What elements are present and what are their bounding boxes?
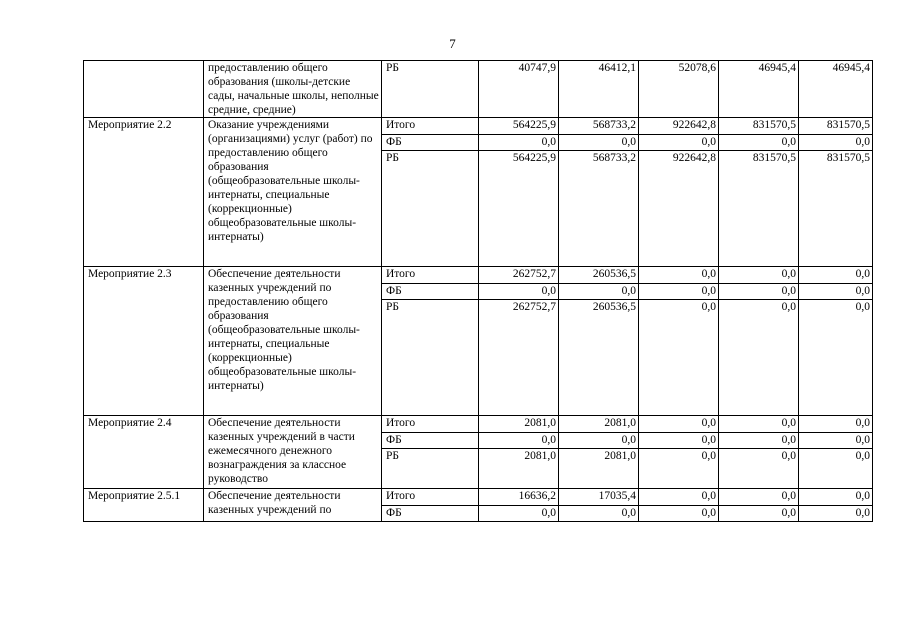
amount-cell: 0,0	[479, 284, 559, 300]
amount-cell: 922642,8	[639, 151, 719, 267]
amount-cell: 831570,5	[719, 151, 799, 267]
amount-cell: 2081,0	[479, 449, 559, 489]
table-row	[84, 267, 873, 284]
amount-cell: 0,0	[639, 489, 719, 506]
amount-cell: 0,0	[799, 449, 873, 489]
amount-cell: 260536,5	[559, 300, 639, 416]
funding-source: ФБ	[382, 135, 479, 151]
amount-cell: 922642,8	[639, 118, 719, 135]
amount-cell: 262752,7	[479, 300, 559, 416]
amount-cell: 0,0	[639, 506, 719, 522]
amount-cell: 0,0	[639, 449, 719, 489]
amount-cell: 40747,9	[479, 61, 559, 118]
amount-cell: 0,0	[639, 300, 719, 416]
funding-source: Итого	[382, 267, 479, 284]
measure-description: Обеспечение деятельности казенных учреждений в части ежемесячного денежного вознаграждения за классное руководство	[204, 416, 382, 489]
funding-source: РБ	[382, 300, 479, 416]
page-number: 7	[449, 36, 456, 51]
budget-table	[83, 60, 873, 522]
amount-cell: 46412,1	[559, 61, 639, 118]
table-row	[84, 61, 873, 118]
measure-label: Мероприятие 2.3	[84, 267, 204, 416]
amount-cell: 568733,2	[559, 118, 639, 135]
amount-cell: 0,0	[639, 416, 719, 433]
table-row	[84, 416, 873, 433]
amount-cell: 0,0	[799, 416, 873, 433]
amount-cell: 0,0	[559, 284, 639, 300]
amount-cell: 0,0	[639, 284, 719, 300]
amount-cell: 0,0	[639, 433, 719, 449]
amount-cell: 2081,0	[559, 449, 639, 489]
table-row	[84, 118, 873, 135]
amount-cell: 568733,2	[559, 151, 639, 267]
amount-cell: 0,0	[639, 135, 719, 151]
amount-cell: 0,0	[719, 433, 799, 449]
amount-cell: 46945,4	[799, 61, 873, 118]
amount-cell: 0,0	[799, 135, 873, 151]
amount-cell: 0,0	[559, 506, 639, 522]
measure-label: Мероприятие 2.5.1	[84, 489, 204, 522]
amount-cell: 0,0	[799, 489, 873, 506]
amount-cell: 831570,5	[799, 118, 873, 135]
amount-cell: 0,0	[639, 267, 719, 284]
amount-cell: 17035,4	[559, 489, 639, 506]
amount-cell: 262752,7	[479, 267, 559, 284]
amount-cell: 0,0	[799, 506, 873, 522]
funding-source: ФБ	[382, 506, 479, 522]
table-row	[84, 489, 873, 506]
measure-label: Мероприятие 2.2	[84, 118, 204, 267]
measure-description: Обеспечение деятельности казенных учреждений по предоставлению общего образования (общеобразовательные школы-интернаты, специальные (коррекционные) общеобразовательные школы-интернаты)	[204, 267, 382, 416]
funding-source: Итого	[382, 416, 479, 433]
amount-cell: 0,0	[479, 506, 559, 522]
amount-cell: 2081,0	[559, 416, 639, 433]
amount-cell: 52078,6	[639, 61, 719, 118]
funding-source: Итого	[382, 118, 479, 135]
funding-source: ФБ	[382, 284, 479, 300]
amount-cell: 0,0	[559, 433, 639, 449]
funding-source: ФБ	[382, 433, 479, 449]
amount-cell: 0,0	[799, 284, 873, 300]
funding-source: РБ	[382, 61, 479, 118]
amount-cell: 0,0	[719, 135, 799, 151]
measure-label	[84, 61, 204, 118]
amount-cell: 831570,5	[799, 151, 873, 267]
amount-cell: 564225,9	[479, 118, 559, 135]
amount-cell: 0,0	[799, 300, 873, 416]
funding-source: РБ	[382, 449, 479, 489]
measure-label: Мероприятие 2.4	[84, 416, 204, 489]
amount-cell: 0,0	[719, 284, 799, 300]
measure-description: Оказание учреждениями (организациями) услуг (работ) по предоставлению общего образования (общеобразовательные школы-интернаты, специальные (коррекционные) общеобразовательные школы-интернаты)	[204, 118, 382, 267]
table-body	[84, 61, 873, 522]
amount-cell: 0,0	[799, 267, 873, 284]
amount-cell: 564225,9	[479, 151, 559, 267]
amount-cell: 0,0	[719, 449, 799, 489]
funding-source: Итого	[382, 489, 479, 506]
amount-cell: 0,0	[719, 267, 799, 284]
measure-description: предоставлению общего образования (школы-детские сады, начальные школы, неполные средние, средние)	[204, 61, 382, 118]
amount-cell: 0,0	[719, 416, 799, 433]
amount-cell: 0,0	[719, 300, 799, 416]
measure-description: Обеспечение деятельности казенных учреждений по	[204, 489, 382, 522]
amount-cell: 0,0	[799, 433, 873, 449]
amount-cell: 260536,5	[559, 267, 639, 284]
amount-cell: 831570,5	[719, 118, 799, 135]
amount-cell: 0,0	[719, 489, 799, 506]
amount-cell: 0,0	[479, 433, 559, 449]
amount-cell: 46945,4	[719, 61, 799, 118]
amount-cell: 0,0	[559, 135, 639, 151]
amount-cell: 16636,2	[479, 489, 559, 506]
amount-cell: 0,0	[719, 506, 799, 522]
amount-cell: 2081,0	[479, 416, 559, 433]
amount-cell: 0,0	[479, 135, 559, 151]
funding-source: РБ	[382, 151, 479, 267]
